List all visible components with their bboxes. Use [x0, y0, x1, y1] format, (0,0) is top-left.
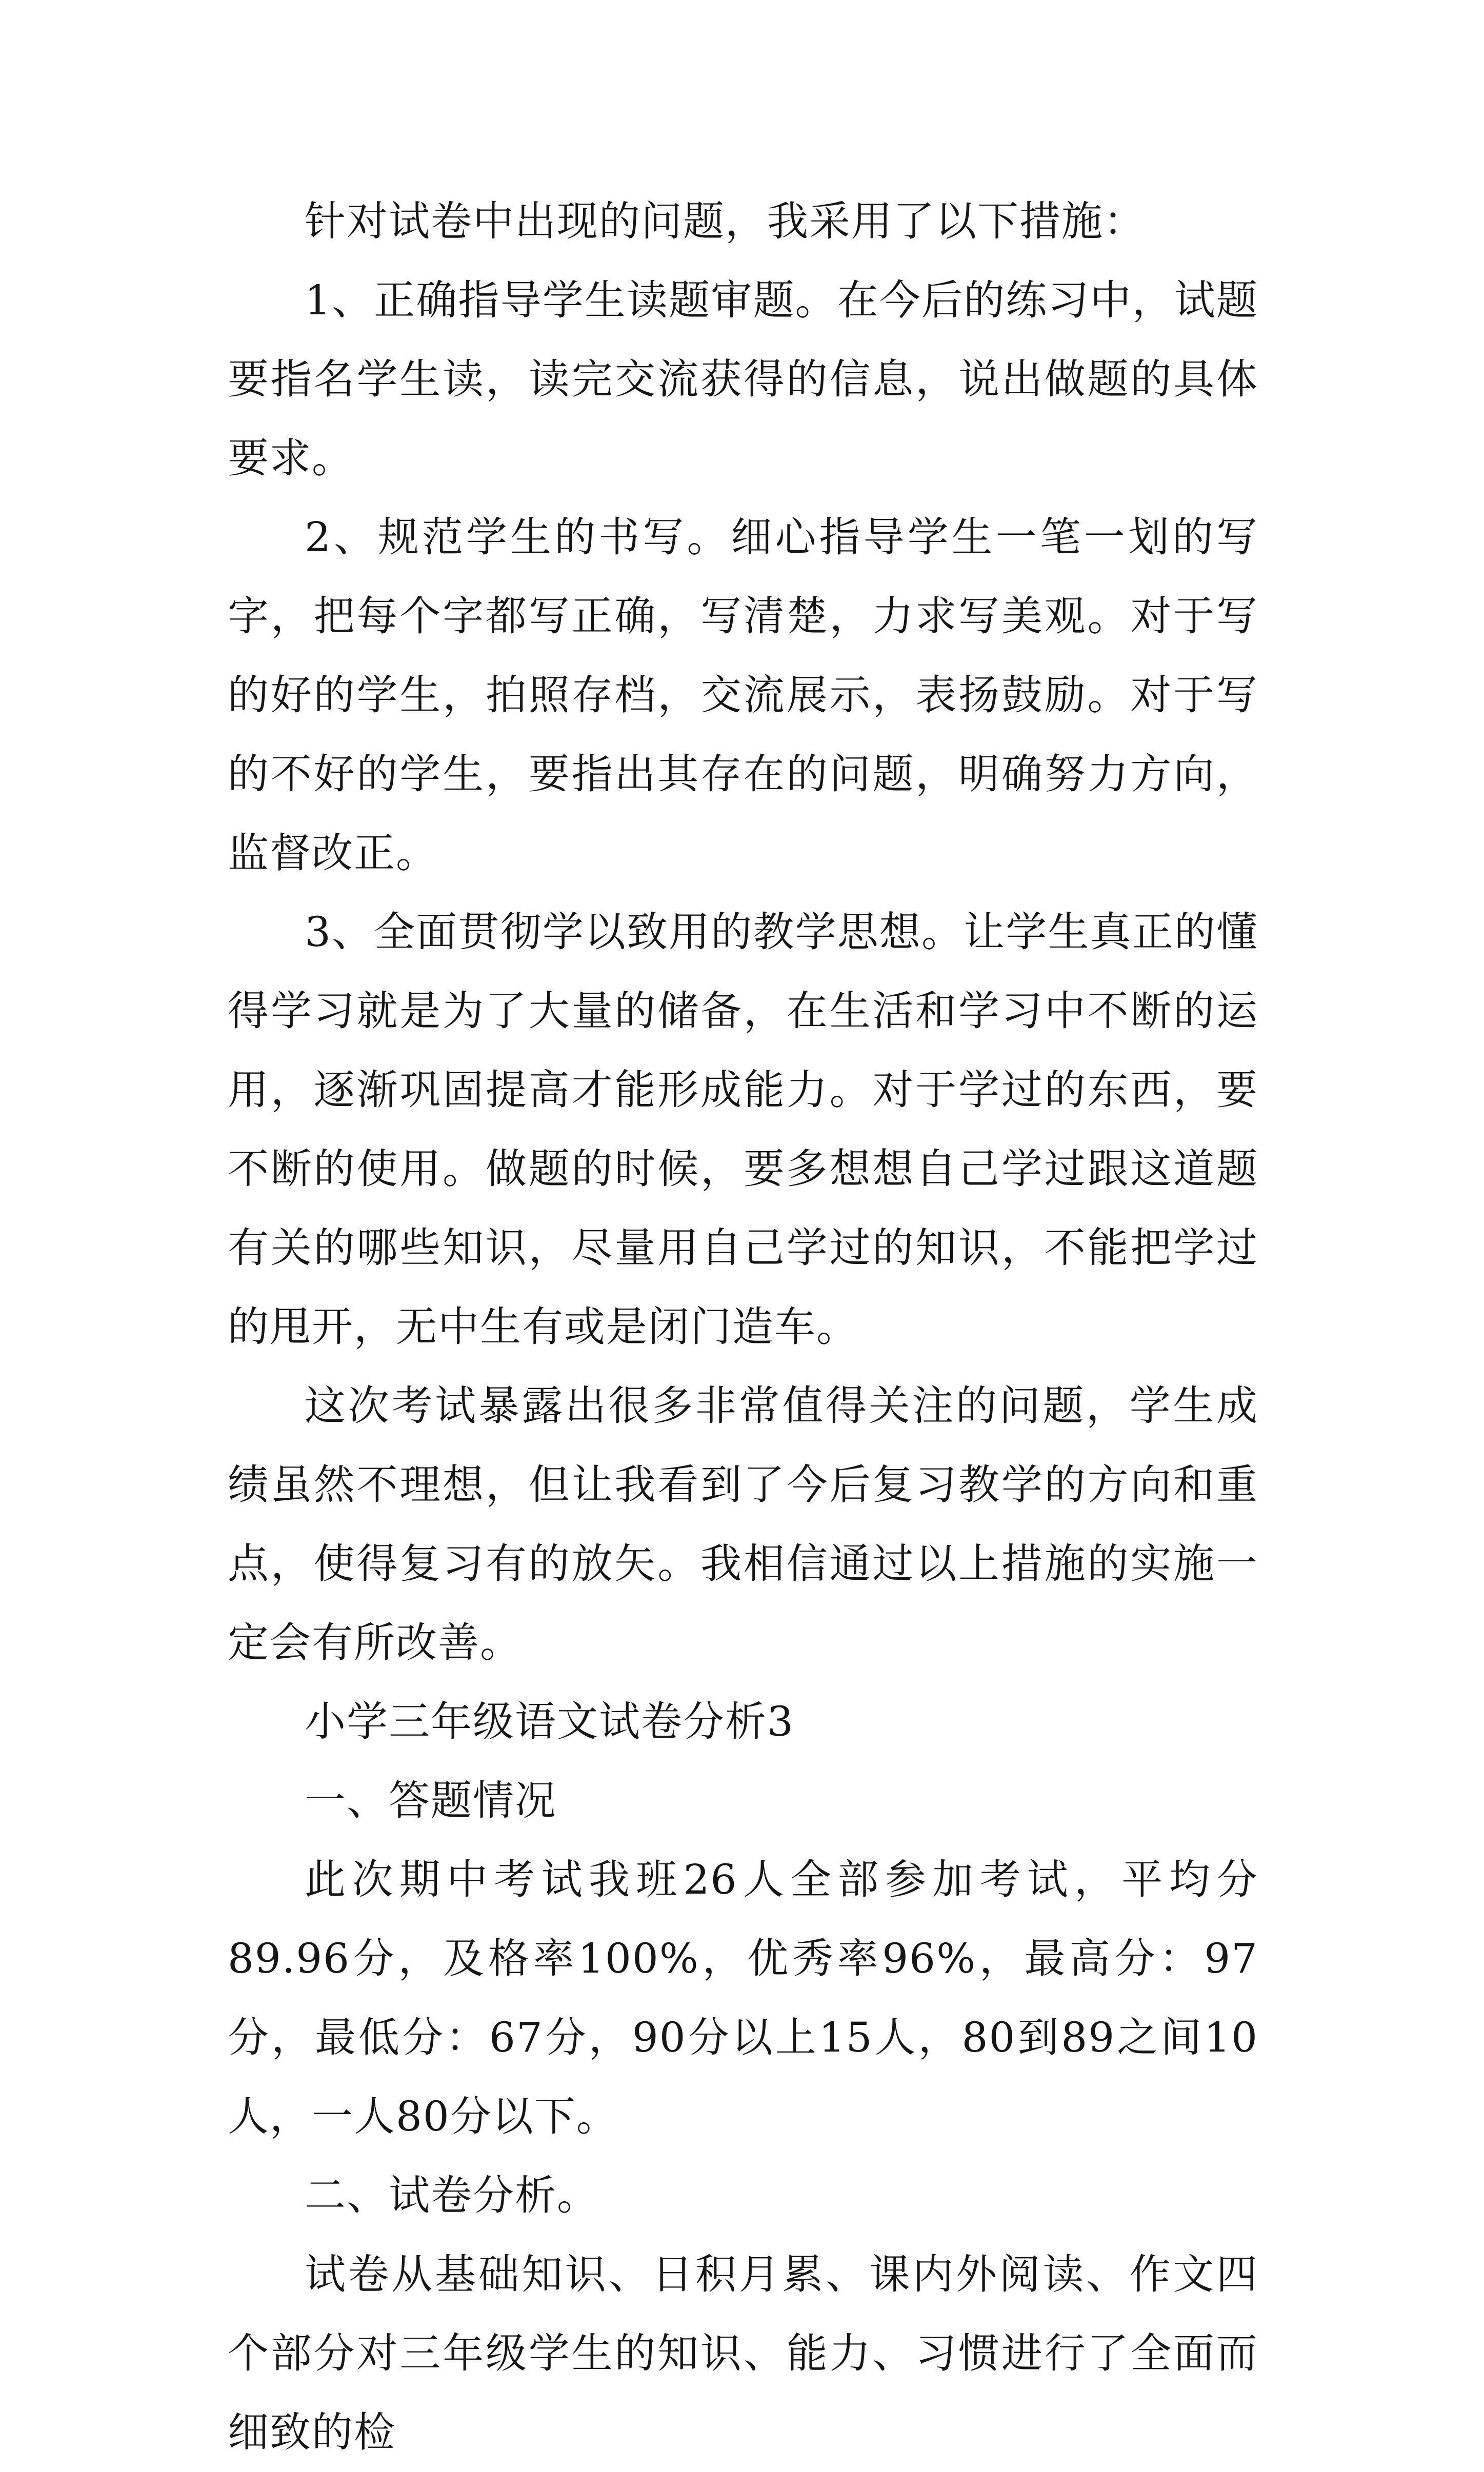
document-body	[228, 182, 1258, 2472]
paragraph-measure-1: 1、正确指导学生读题审题。在今后的练习中，试题要指名学生读，读完交流获得的信息，说出做题的具体要求。	[228, 276, 1258, 482]
heading-answer-situation: 一、答题情况	[305, 1777, 557, 1824]
paragraph-conclusion: 这次考试暴露出很多非常值得关注的问题，学生成绩虽然不理想，但让我看到了今后复习教学的方向和重点，使得复习有的放矢。我相信通过以上措施的实施一定会有所改善。	[228, 1382, 1258, 1666]
paragraph-measure-2: 2、规范学生的书写。细心指导学生一笔一划的写字，把每个字都写正确，写清楚，力求写美观。对于写的好的学生，拍照存档，交流展示，表扬鼓励。对于写的不好的学生，要指出其存在的问题，明确努力方向，监督改正。	[228, 513, 1258, 877]
paragraph-exam-results: 此次期中考试我班26人全部参加考试，平均分89.96分，及格率100%，优秀率96%，最高分：97分，最低分：67分，90分以上15人，80到89之间10人，一人80分以下。	[228, 1856, 1258, 2140]
paragraph-measures-intro: 针对试卷中出现的问题，我采用了以下措施：	[305, 197, 1146, 245]
section-title: 小学三年级语文试卷分析3	[305, 1698, 794, 1745]
paragraph-measure-3: 3、全面贯彻学以致用的教学思想。让学生真正的懂得学习就是为了大量的储备，在生活和学习中不断的运用，逐渐巩固提高才能形成能力。对于学过的东西，要不断的使用。做题的时候，要多想想自己学过跟这道题有关的哪些知识，尽量用自己学过的知识，不能把学过的甩开，无中生有或是闭门造车。	[228, 908, 1258, 1351]
paragraph-paper-analysis: 试卷从基础知识、日积月累、课内外阅读、作文四个部分对三年级学生的知识、能力、习惯进行了全面而细致的检	[228, 2250, 1258, 2456]
heading-paper-analysis: 二、试卷分析。	[305, 2172, 599, 2219]
